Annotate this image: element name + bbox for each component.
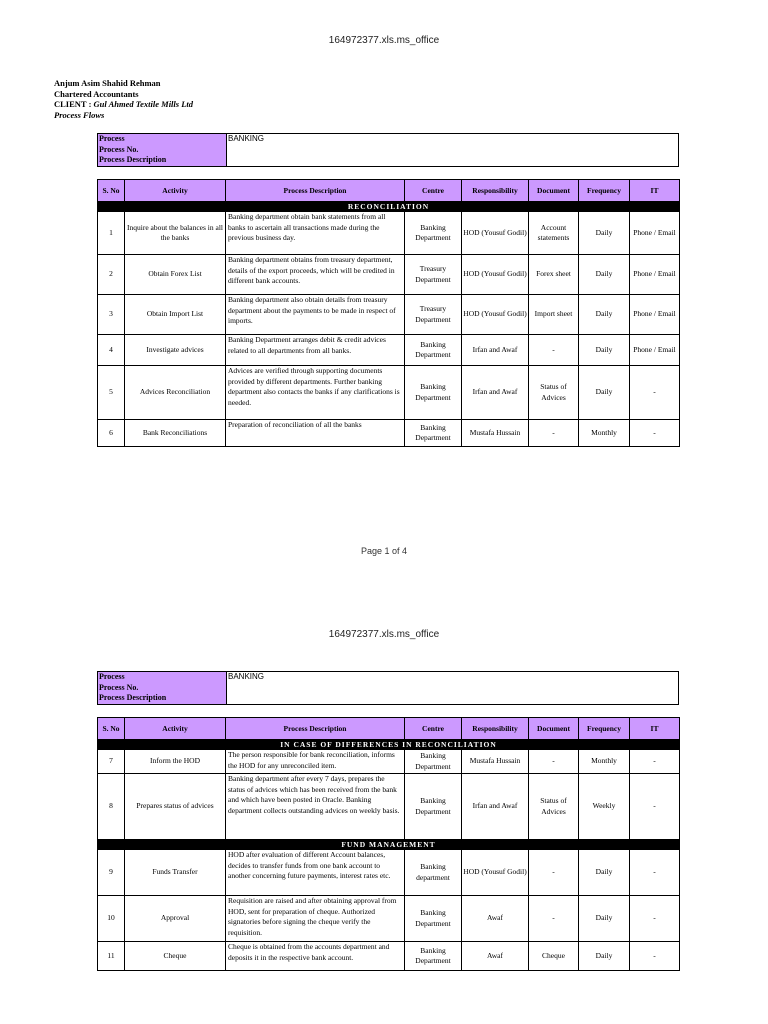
row-it: Phone / Email <box>630 335 680 366</box>
row-centre: Banking Department <box>405 366 462 420</box>
process-info-table-2 <box>97 671 679 705</box>
process-label: Process <box>99 672 125 681</box>
row-responsibility: HOD (Yousuf Godil) <box>462 850 529 896</box>
row-activity: Inquire about the balances in all the banks <box>125 212 226 255</box>
col-header-responsibility: Responsibility <box>462 180 529 202</box>
row-it: Phone / Email <box>630 255 680 295</box>
table-row <box>98 366 680 420</box>
row-frequency: Daily <box>579 295 630 335</box>
process-value-2: BANKING <box>227 672 679 705</box>
firm-subtitle: Chartered Accountants <box>54 88 139 99</box>
table-row <box>98 850 680 896</box>
col-header-responsibility: Responsibility <box>462 718 529 740</box>
firm-name: Anjum Asim Shahid Rehman <box>54 78 161 88</box>
row-it: Phone / Email <box>630 295 680 335</box>
col-header-process-description: Process Description <box>226 718 405 740</box>
row-sno: 3 <box>98 295 125 335</box>
col-header-sno: S. No <box>98 718 125 740</box>
col-header-frequency: Frequency <box>579 718 630 740</box>
row-centre: Treasury Department <box>405 255 462 295</box>
row-process-description: Requisition are raised and after obtaining approval from HOD, sent for preparation of cheque. Authorized signatories before signing the cheque verify the requisition. <box>226 896 405 942</box>
process-value: BANKING <box>227 134 679 167</box>
table-row <box>98 255 680 295</box>
row-document: Status of Advices <box>529 774 579 840</box>
row-responsibility: Irfan and Awaf <box>462 774 529 840</box>
client-line <box>54 99 193 110</box>
row-process-description: Banking department obtain bank statements from all banks to ascertain all transactions made during the previous business day. <box>226 212 405 255</box>
col-header-process-description: Process Description <box>226 180 405 202</box>
row-activity: Funds Transfer <box>125 850 226 896</box>
page-header: 164972377.xls.ms_office <box>328 35 440 46</box>
col-header-it: IT <box>630 718 680 740</box>
row-sno: 7 <box>98 750 125 774</box>
row-it: - <box>630 942 680 971</box>
row-sno: 9 <box>98 850 125 896</box>
row-activity: Obtain Forex List <box>125 255 226 295</box>
col-header-frequency: Frequency <box>579 180 630 202</box>
row-sno: 1 <box>98 212 125 255</box>
col-header-centre: Centre <box>405 180 462 202</box>
process-info-table <box>97 133 679 167</box>
row-responsibility: HOD (Yousuf Godil) <box>462 295 529 335</box>
table-row <box>98 896 680 942</box>
table-row <box>98 420 680 447</box>
process-flows-label: Process Flows <box>54 109 105 120</box>
table-row <box>98 212 680 255</box>
client-label: CLIENT : <box>54 99 92 110</box>
row-centre: Banking Department <box>405 212 462 255</box>
row-it: - <box>630 420 680 447</box>
row-document: - <box>529 850 579 896</box>
row-sno: 2 <box>98 255 125 295</box>
row-activity: Cheque <box>125 942 226 971</box>
row-responsibility: HOD (Yousuf Godil) <box>462 255 529 295</box>
row-frequency: Daily <box>579 212 630 255</box>
table-row <box>98 750 680 774</box>
row-frequency: Daily <box>579 255 630 295</box>
row-document: Cheque <box>529 942 579 971</box>
row-it: - <box>630 750 680 774</box>
table-row <box>98 942 680 971</box>
row-process-description: Banking department after every 7 days, prepares the status of advices which has been received from the bank and which have been posted in Oracle. Banking department collects outstanding advices on weekly basis. <box>226 774 405 840</box>
process-flow-table-2 <box>97 717 680 971</box>
row-responsibility: Mustafa Hussain <box>462 750 529 774</box>
table-row <box>98 295 680 335</box>
row-sno: 5 <box>98 366 125 420</box>
process-labels <box>98 134 227 167</box>
process-no-label: Process No. <box>99 144 139 154</box>
row-it: - <box>630 366 680 420</box>
row-centre: Banking Department <box>405 750 462 774</box>
col-header-it: IT <box>630 180 680 202</box>
row-sno: 11 <box>98 942 125 971</box>
row-frequency: Daily <box>579 366 630 420</box>
process-no-label: Process No. <box>99 682 139 692</box>
table-row <box>98 774 680 840</box>
col-header-activity: Activity <box>125 718 226 740</box>
row-responsibility: Awaf <box>462 942 529 971</box>
col-header-document: Document <box>529 180 579 202</box>
row-frequency: Daily <box>579 942 630 971</box>
row-frequency: Daily <box>579 896 630 942</box>
row-centre: Banking Department <box>405 335 462 366</box>
row-it: - <box>630 774 680 840</box>
section-header-fund-management: FUND MANAGEMENT <box>98 840 680 850</box>
row-process-description: Banking Department arranges debit & credit advices related to all departments from all banks. <box>226 335 405 366</box>
row-frequency: Monthly <box>579 750 630 774</box>
row-sno: 10 <box>98 896 125 942</box>
row-sno: 4 <box>98 335 125 366</box>
row-activity: Advices Reconciliation <box>125 366 226 420</box>
col-header-document: Document <box>529 718 579 740</box>
row-responsibility: HOD (Yousuf Godil) <box>462 212 529 255</box>
col-header-activity: Activity <box>125 180 226 202</box>
row-document: - <box>529 896 579 942</box>
row-document: - <box>529 420 579 447</box>
row-process-description: Banking department obtains from treasury department, details of the export proceeds, which will be credited in different bank accounts. <box>226 255 405 295</box>
firm-block <box>54 78 193 120</box>
row-responsibility: Awaf <box>462 896 529 942</box>
row-frequency: Daily <box>579 335 630 366</box>
row-document: Account statements <box>529 212 579 255</box>
row-centre: Banking Department <box>405 896 462 942</box>
row-activity: Investigate advices <box>125 335 226 366</box>
row-centre: Banking department <box>405 850 462 896</box>
process-label: Process <box>99 134 125 143</box>
row-responsibility: Mustafa Hussain <box>462 420 529 447</box>
process-description-label: Process Description <box>99 155 167 165</box>
row-responsibility: Irfan and Awaf <box>462 335 529 366</box>
page-footer: Page 1 of 4 <box>360 546 408 556</box>
row-sno: 8 <box>98 774 125 840</box>
client-name: Gul Ahmed Textile Mills Ltd <box>93 99 194 110</box>
row-document: Forex sheet <box>529 255 579 295</box>
row-centre: Banking Department <box>405 774 462 840</box>
process-flow-table <box>97 179 680 447</box>
section-header-differences: IN CASE OF DIFFERENCES IN RECONCILIATION <box>98 740 680 750</box>
row-process-description: Advices are verified through supporting documents provided by different departments. Further banking department also contacts the banks if any clarifications is needed. <box>226 366 405 420</box>
row-centre: Banking Department <box>405 420 462 447</box>
page-header-2: 164972377.xls.ms_office <box>328 629 440 640</box>
row-it: - <box>630 896 680 942</box>
row-process-description: HOD after evaluation of different Account balances, decides to transfer funds from one bank account to another concerning future payments, interest rates etc. <box>226 850 405 896</box>
row-document: - <box>529 335 579 366</box>
row-activity: Inform the HOD <box>125 750 226 774</box>
row-frequency: Daily <box>579 850 630 896</box>
row-activity: Prepares status of advices <box>125 774 226 840</box>
row-it: Phone / Email <box>630 212 680 255</box>
row-activity: Obtain Import List <box>125 295 226 335</box>
row-frequency: Weekly <box>579 774 630 840</box>
process-labels-2 <box>98 672 227 705</box>
row-activity: Bank Reconciliations <box>125 420 226 447</box>
row-process-description: Banking department also obtain details from treasury department about the payments to be made in respect of imports. <box>226 295 405 335</box>
col-header-centre: Centre <box>405 718 462 740</box>
row-frequency: Monthly <box>579 420 630 447</box>
row-document: Import sheet <box>529 295 579 335</box>
row-activity: Approval <box>125 896 226 942</box>
row-document: Status of Advices <box>529 366 579 420</box>
row-centre: Treasury Department <box>405 295 462 335</box>
row-process-description: Preparation of reconciliation of all the banks <box>226 420 405 447</box>
section-header-reconciliation: RECONCILIATION <box>98 202 680 212</box>
row-responsibility: Irfan and Awaf <box>462 366 529 420</box>
row-document: - <box>529 750 579 774</box>
row-sno: 6 <box>98 420 125 447</box>
row-process-description: Cheque is obtained from the accounts department and deposits it in the respective bank account. <box>226 942 405 971</box>
row-process-description: The person responsible for bank reconciliation, informs the HOD for any unreconciled item. <box>226 750 405 774</box>
table-row <box>98 335 680 366</box>
process-description-label: Process Description <box>99 693 167 703</box>
row-centre: Banking Department <box>405 942 462 971</box>
row-it: - <box>630 850 680 896</box>
col-header-sno: S. No <box>98 180 125 202</box>
